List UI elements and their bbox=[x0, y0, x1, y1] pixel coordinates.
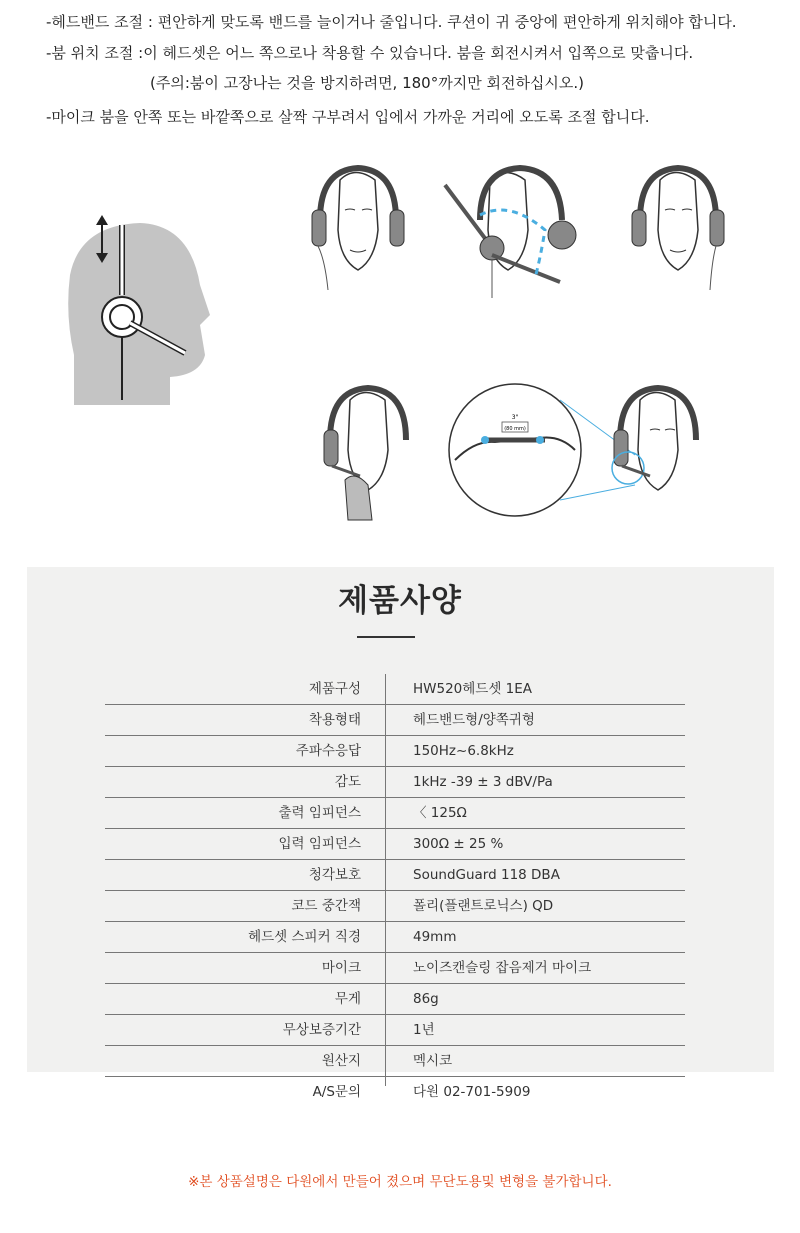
spec-row bbox=[105, 829, 685, 860]
spec-value: 49mm bbox=[413, 929, 457, 945]
spec-row bbox=[105, 953, 685, 984]
spec-value: 폴리(플랜트로닉스) QD bbox=[413, 898, 554, 914]
callout-label-bottom: (80 mm) bbox=[504, 426, 526, 432]
instruction-mic-bend: -마이크 붐을 안쪽 또는 바깥쪽으로 살짝 구부려서 입에서 가까운 거리에 오도록 조절 합니다. bbox=[46, 108, 650, 126]
spec-label: 청각보호 bbox=[308, 867, 361, 883]
spec-label: A/S문의 bbox=[312, 1084, 361, 1100]
spec-row bbox=[105, 767, 685, 798]
instruction-headband: -헤드밴드 조절 : 편안하게 맞도록 밴드를 늘이거나 줄입니다. 쿠션이 귀 중앙에 편안하게 위치해야 합니다. bbox=[46, 13, 737, 31]
callout-label-top: 3" bbox=[511, 414, 519, 421]
spec-row bbox=[105, 984, 685, 1015]
spec-label: 무게 bbox=[334, 991, 361, 1007]
instruction-boom-caution: (주의:붐이 고장나는 것을 방지하려면, 180°까지만 회전하십시오.) bbox=[150, 74, 585, 92]
mic-bend-illustration bbox=[320, 380, 720, 530]
spec-label: 출력 임피던스 bbox=[278, 805, 361, 821]
spec-value: 150Hz~6.8kHz bbox=[413, 743, 514, 759]
spec-label: 무상보증기간 bbox=[282, 1022, 361, 1038]
boom-rotation-illustration bbox=[300, 160, 740, 310]
spec-value: SoundGuard 118 DBA bbox=[413, 867, 560, 883]
spec-label: 제품구성 bbox=[308, 681, 361, 697]
spec-label: 입력 임피던스 bbox=[278, 836, 361, 852]
spec-label: 원산지 bbox=[321, 1053, 361, 1069]
table-divider bbox=[385, 674, 386, 1086]
spec-value: HW520헤드셋 1EA bbox=[413, 681, 533, 697]
spec-value: 86g bbox=[413, 991, 439, 1007]
spec-label: 착용형태 bbox=[308, 712, 361, 728]
headband-adjust-illustration bbox=[60, 205, 220, 405]
spec-row bbox=[105, 891, 685, 922]
spec-row bbox=[105, 1015, 685, 1046]
spec-row bbox=[105, 1046, 685, 1077]
spec-row bbox=[105, 674, 685, 705]
spec-label: 감도 bbox=[334, 774, 361, 790]
spec-label: 코드 중간잭 bbox=[291, 898, 361, 914]
spec-table bbox=[105, 674, 685, 1107]
spec-row bbox=[105, 705, 685, 736]
instruction-boom-position: -붐 위치 조절 :이 헤드셋은 어느 쪽으로나 착용할 수 있습니다. 붐을 회전시켜서 입쪽으로 맞춥니다. bbox=[46, 44, 694, 62]
copyright-notice: ※본 상품설명은 다원에서 만들어 졌으며 무단도용및 변형을 불가합니다. bbox=[188, 1174, 612, 1190]
spec-label: 헤드셋 스피커 직경 bbox=[248, 929, 361, 945]
spec-value: 1년 bbox=[413, 1022, 435, 1038]
spec-value: 1kHz -39 ± 3 dBV/Pa bbox=[413, 774, 553, 790]
spec-value: 300Ω ± 25 % bbox=[413, 836, 504, 852]
spec-label: 마이크 bbox=[321, 960, 361, 976]
spec-value: 〈 125Ω bbox=[413, 805, 467, 821]
spec-title: 제품사양 bbox=[338, 583, 462, 619]
spec-row bbox=[105, 922, 685, 953]
spec-value: 노이즈캔슬링 잡음제거 마이크 bbox=[413, 960, 592, 976]
spec-value: 멕시코 bbox=[413, 1053, 453, 1069]
spec-value: 헤드밴드형/양쪽귀형 bbox=[413, 712, 535, 728]
title-underline bbox=[357, 636, 415, 638]
spec-value: 다원 02-701-5909 bbox=[413, 1084, 531, 1100]
spec-row bbox=[105, 798, 685, 829]
spec-row bbox=[105, 1077, 685, 1107]
spec-row bbox=[105, 736, 685, 767]
spec-label: 주파수응답 bbox=[295, 743, 361, 759]
spec-row bbox=[105, 860, 685, 891]
